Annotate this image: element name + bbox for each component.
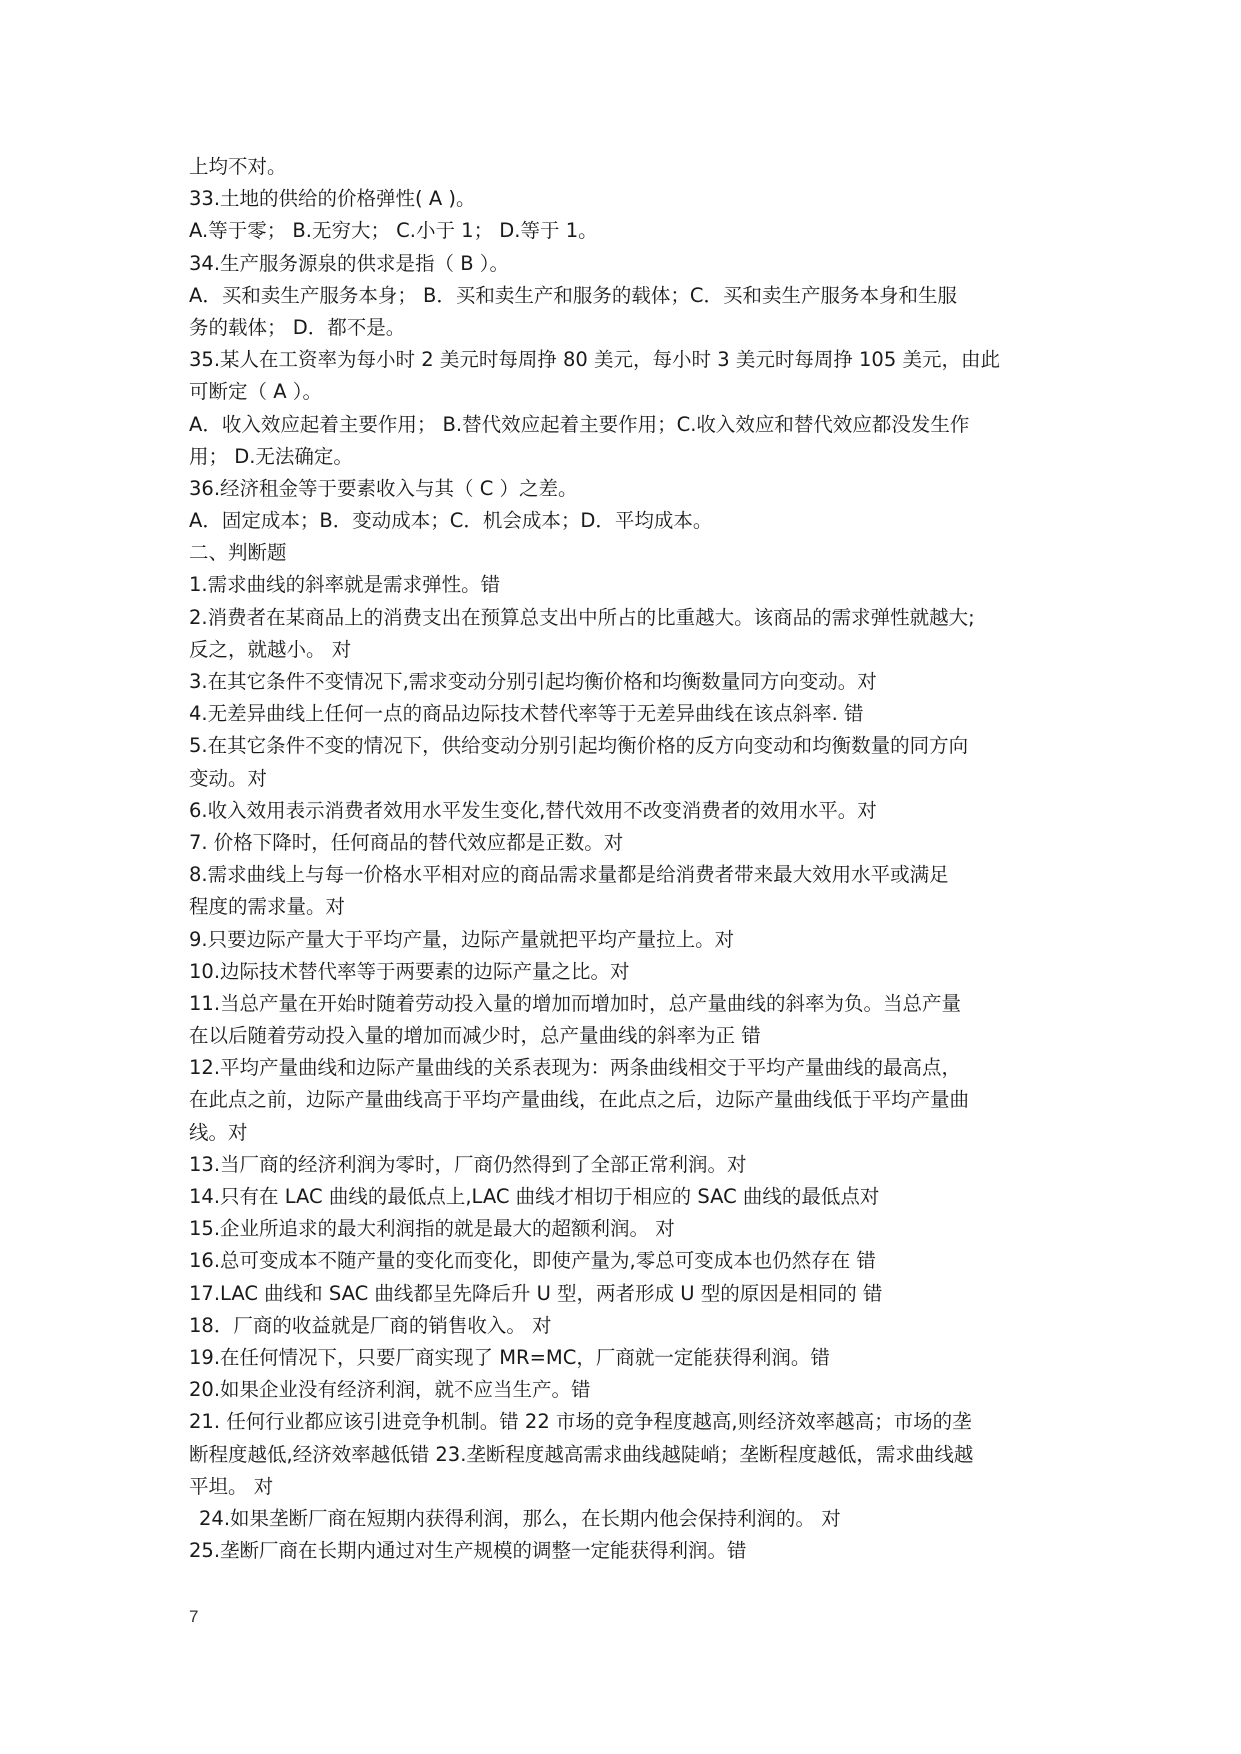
question-36-options: A．固定成本；B．变动成本；C．机会成本；D．平均成本。 (189, 509, 713, 533)
judgment-20: 20.如果企业没有经济利润，就不应当生产。错 (189, 1378, 591, 1402)
judgment-11-cont: 在以后随着劳动投入量的增加而减少时，总产量曲线的斜率为正 错 (189, 1024, 761, 1048)
question-36: 36.经济租金等于要素收入与其（ C ）之差。 (189, 476, 578, 500)
judgment-1: 1.需求曲线的斜率就是需求弹性。错 (189, 573, 501, 597)
judgment-24: 24.如果垄断厂商在短期内获得利润，那么，在长期内他会保持利润的。 对 (199, 1506, 841, 1530)
judgment-21-22: 21. 任何行业都应该引进竞争机制。错 22 市场的竞争程度越高,则经济效率越高；市场的垄 (189, 1410, 972, 1434)
question-33: 33.土地的供给的价格弹性( A )。 (189, 187, 476, 211)
judgment-13: 13.当厂商的经济利润为零时，厂商仍然得到了全部正常利润。对 (189, 1152, 747, 1176)
question-35: 35.某人在工资率为每小时 2 美元时每周挣 80 美元，每小时 3 美元时每周挣 105 美元，由此 (189, 348, 1000, 372)
judgment-12: 12.平均产量曲线和边际产量曲线的关系表现为：两条曲线相交于平均产量曲线的最高点， (189, 1056, 962, 1080)
judgment-25: 25.垄断厂商在长期内通过对生产规模的调整一定能获得利润。错 (189, 1539, 747, 1563)
judgment-6: 6.收入效用表示消费者效用水平发生变化,替代效用不改变消费者的效用水平。对 (189, 798, 877, 822)
question-35-options-cont: 用； D.无法确定。 (189, 444, 353, 468)
judgment-14: 14.只有在 LAC 曲线的最低点上,LAC 曲线才相切于相应的 SAC 曲线的最低点对 (189, 1185, 880, 1208)
judgment-11: 11.当总产量在开始时随着劳动投入量的增加而增加时，总产量曲线的斜率为负。当总产量 (189, 991, 962, 1015)
judgment-19: 19.在任何情况下，只要厂商实现了 MR=MC，厂商就一定能获得利润。错 (189, 1345, 830, 1369)
judgment-2-cont: 反之，就越小。 对 (189, 637, 352, 661)
text-line: 上均不对。 (189, 155, 287, 178)
judgment-3: 3.在其它条件不变情况下,需求变动分别引起均衡价格和均衡数量同方向变动。对 (189, 670, 877, 693)
judgment-22-23: 断程度越低,经济效率越低错 23.垄断程度越高需求曲线越陡峭；垄断程度越低，需求曲线越 (189, 1442, 974, 1466)
question-34-options-cont: 务的载体； D．都不是。 (189, 315, 406, 339)
judgment-7: 7. 价格下降时，任何商品的替代效应都是正数。对 (189, 830, 624, 854)
judgment-5-cont: 变动。对 (189, 766, 268, 790)
page-body (189, 151, 1061, 1567)
judgment-5: 5.在其它条件不变的情况下，供给变动分别引起均衡价格的反方向变动和均衡数量的同方向 (189, 734, 969, 758)
judgment-10: 10.边际技术替代率等于两要素的边际产量之比。对 (189, 959, 630, 983)
question-35-cont: 可断定（ A ）。 (189, 380, 322, 404)
judgment-18: 18．厂商的收益就是厂商的销售收入。 对 (189, 1313, 552, 1337)
judgment-12-cont: 在此点之前，边际产量曲线高于平均产量曲线，在此点之后，边际产量曲线低于平均产量曲 (189, 1088, 970, 1112)
judgment-23-cont: 平坦。 对 (189, 1474, 274, 1498)
judgment-4: 4.无差异曲线上任何一点的商品边际技术替代率等于无差异曲线在该点斜率. 错 (189, 702, 864, 726)
judgment-16: 16.总可变成本不随产量的变化而变化，即使产量为,零总可变成本也仍然存在 错 (189, 1249, 876, 1273)
judgment-12-cont-2: 线。对 (189, 1120, 248, 1144)
question-35-options: A．收入效应起着主要作用； B.替代效应起着主要作用；C.收入效应和替代效应都没发生作 (189, 412, 970, 436)
judgment-8: 8.需求曲线上与每一价格水平相对应的商品需求量都是给消费者带来最大效用水平或满足 (189, 863, 949, 887)
judgment-9: 9.只要边际产量大于平均产量，边际产量就把平均产量拉上。对 (189, 927, 735, 951)
question-34-options: A．买和卖生产服务本身； B．买和卖生产和服务的载体；C．买和卖生产服务本身和生服 (189, 283, 958, 307)
page-number: 7 (189, 1607, 199, 1626)
judgment-17: 17.LAC 曲线和 SAC 曲线都呈先降后升 U 型，两者形成 U 型的原因是相同的 错 (189, 1281, 883, 1305)
judgment-2: 2.消费者在某商品上的消费支出在预算总支出中所占的比重越大。该商品的需求弹性就越大; (189, 605, 975, 629)
judgment-15: 15.企业所追求的最大利润指的就是最大的超额利润。 对 (189, 1217, 675, 1241)
question-34: 34.生产服务源泉的供求是指（ B ）。 (189, 251, 510, 275)
judgment-8-cont: 程度的需求量。对 (189, 895, 346, 919)
question-33-options: A.等于零； B.无穷大； C.小于 1； D.等于 1。 (189, 219, 598, 243)
section-heading: 二、判断题 (189, 541, 287, 565)
